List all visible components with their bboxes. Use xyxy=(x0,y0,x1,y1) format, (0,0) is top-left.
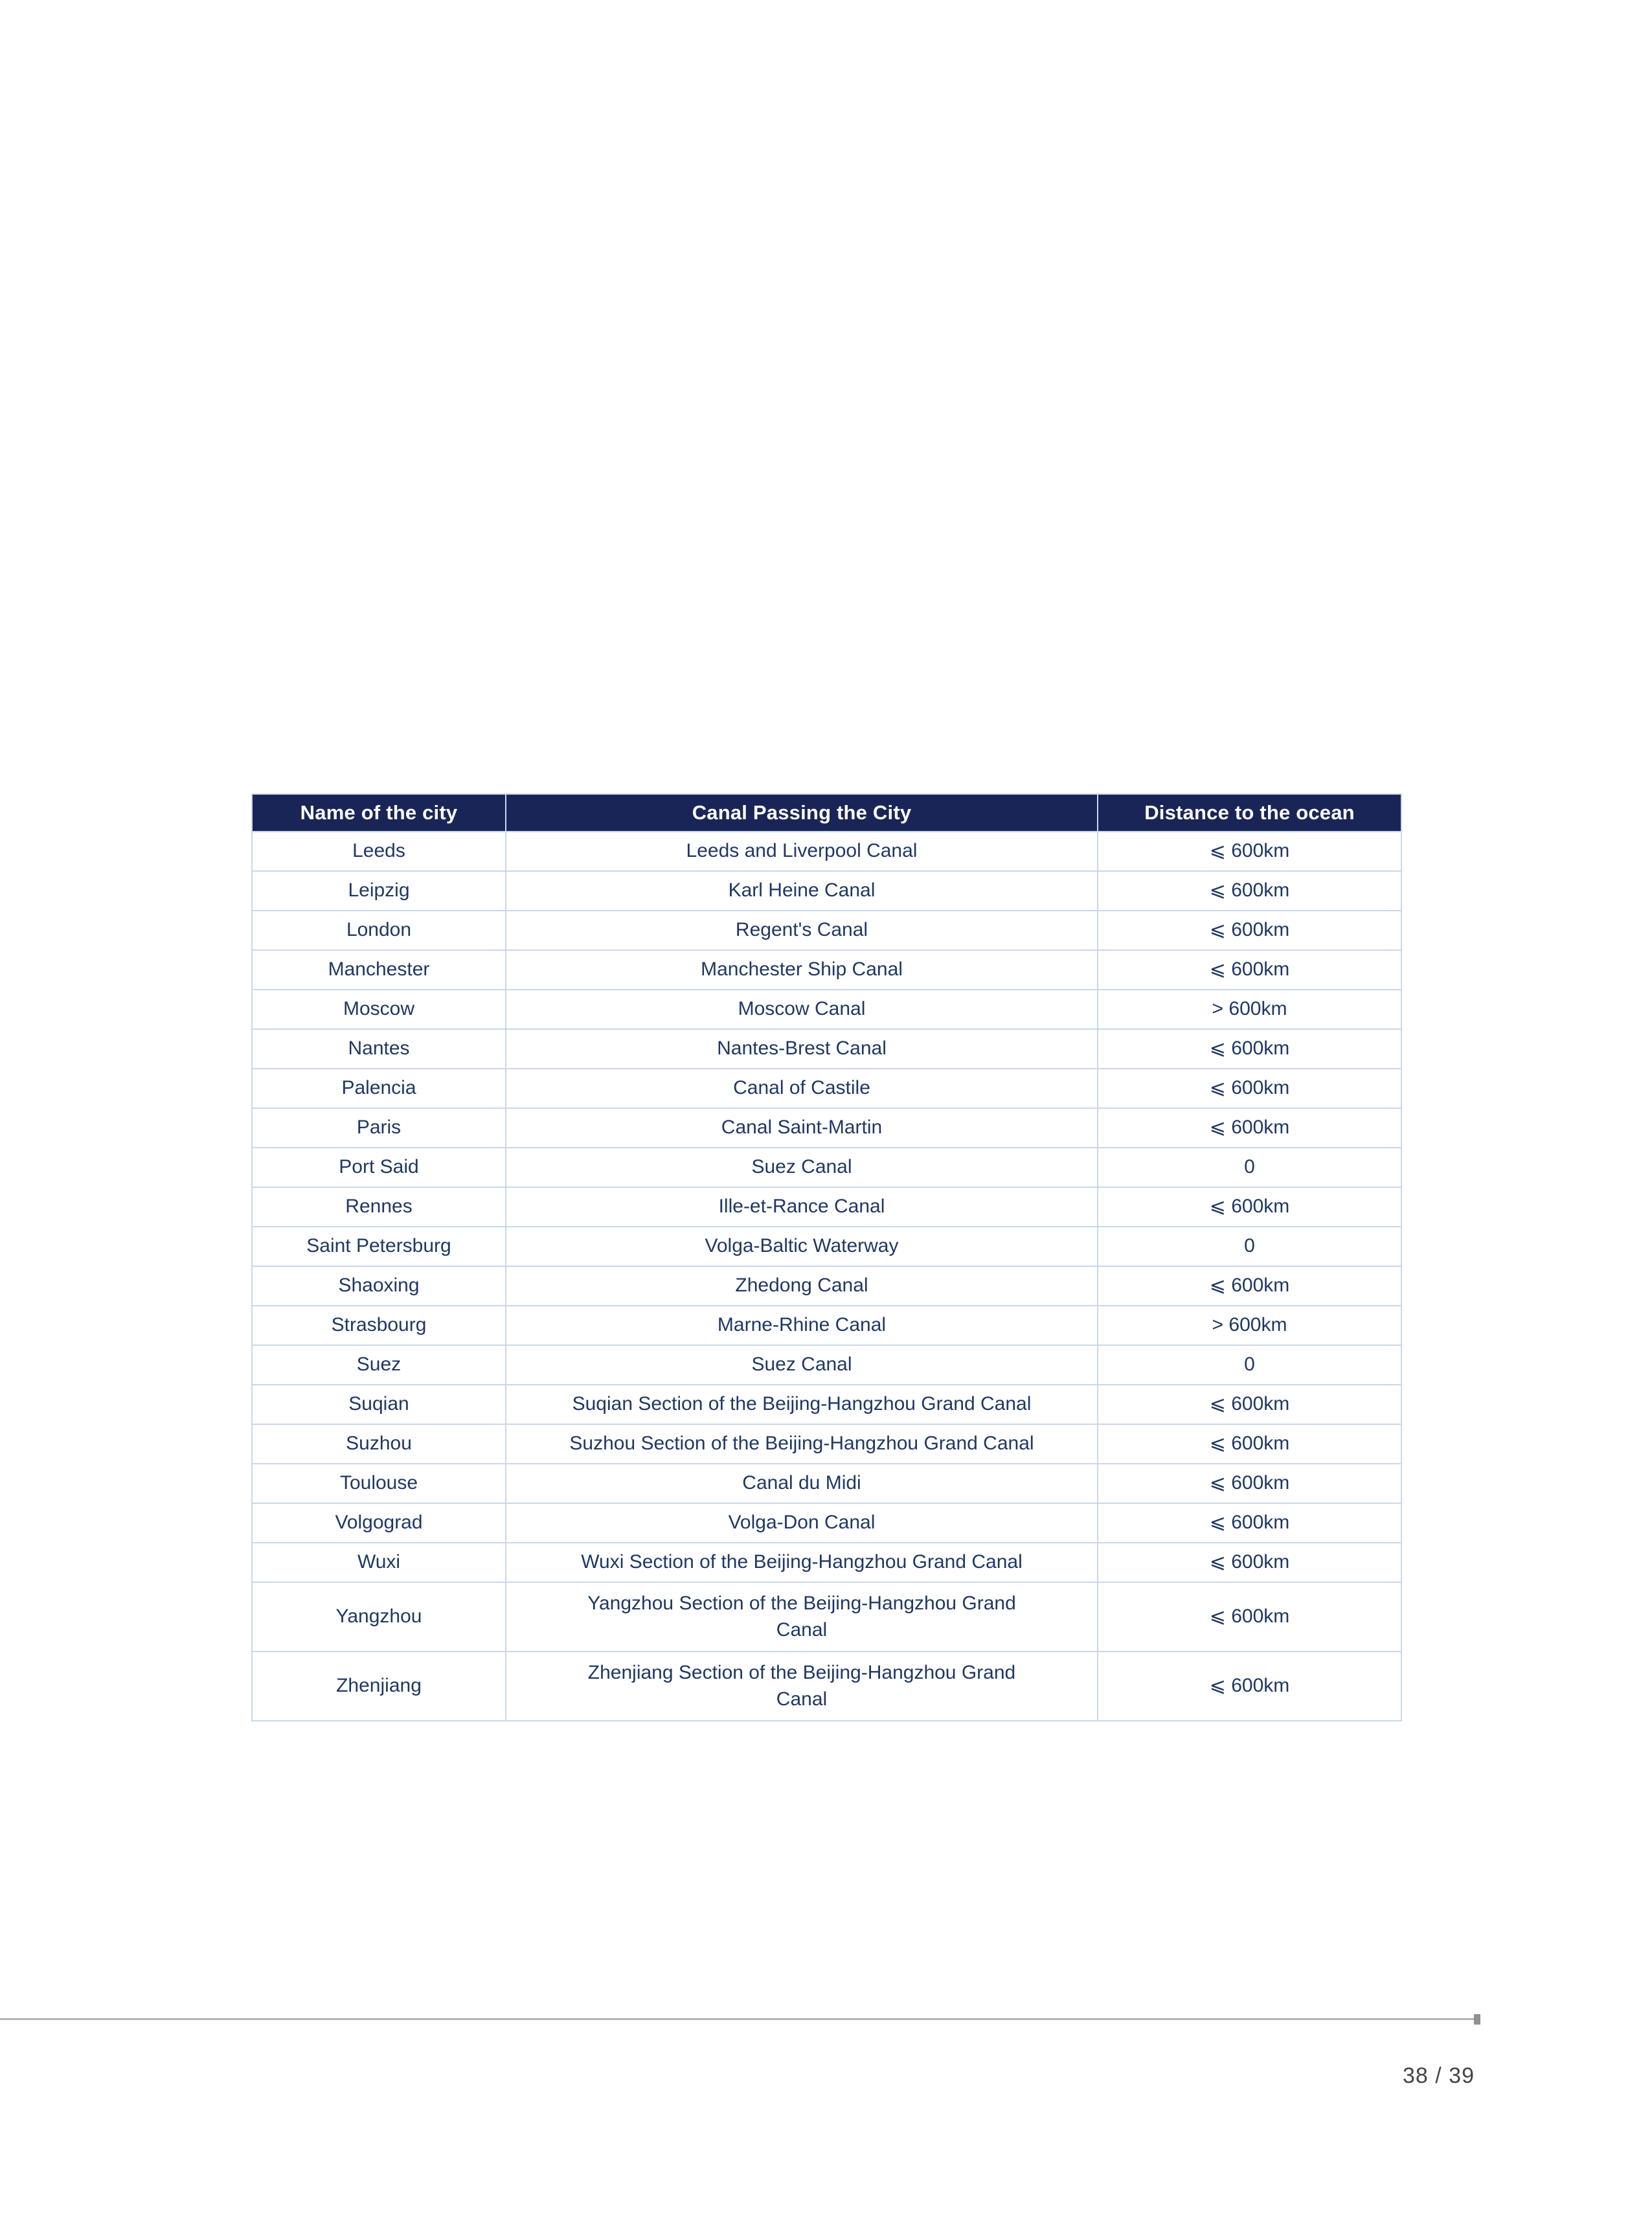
city-cell-text: Toulouse xyxy=(339,1472,418,1494)
distance-cell-text: ⩽ 600km xyxy=(1209,1433,1290,1455)
canal-cell-text: Marne-Rhine Canal xyxy=(717,1314,887,1336)
city-cell xyxy=(252,1148,506,1187)
table-row xyxy=(252,1424,1401,1464)
distance-cell xyxy=(1098,871,1401,911)
table-header xyxy=(252,794,1401,832)
distance-cell xyxy=(1098,1069,1401,1108)
city-cell xyxy=(252,1503,506,1543)
distance-cell xyxy=(1098,1108,1401,1148)
distance-cell-text: ⩽ 600km xyxy=(1209,1038,1290,1060)
canal-cell xyxy=(506,1266,1098,1306)
distance-cell xyxy=(1098,911,1401,950)
city-cell-text: Moscow xyxy=(343,998,415,1020)
canal-cell-text: Canal du Midi xyxy=(742,1472,861,1494)
table-row xyxy=(252,1582,1401,1652)
city-cell-text: Paris xyxy=(356,1117,402,1139)
distance-cell xyxy=(1098,1503,1401,1543)
table-row xyxy=(252,832,1401,871)
table-row xyxy=(252,1108,1401,1148)
canal-cell xyxy=(506,1385,1098,1424)
distance-cell-text: ⩽ 600km xyxy=(1209,1606,1290,1628)
distance-cell-text: > 600km xyxy=(1212,1314,1287,1336)
city-cell xyxy=(252,871,506,911)
header-distance-label: Distance to the ocean xyxy=(1144,801,1355,824)
canal-cell xyxy=(506,1187,1098,1227)
table-row xyxy=(252,1464,1401,1503)
city-cell-text: Volgograd xyxy=(335,1512,423,1534)
distance-cell-text: ⩽ 600km xyxy=(1209,1512,1290,1534)
canal-cell-text: Suez Canal xyxy=(751,1156,852,1178)
canal-cell-text: Manchester Ship Canal xyxy=(701,959,903,981)
city-cell-text: Shaoxing xyxy=(338,1275,420,1297)
canal-cell-text: Zhedong Canal xyxy=(735,1275,868,1297)
table-row xyxy=(252,1503,1401,1543)
canal-cell xyxy=(506,1345,1098,1385)
city-cell-text: Rennes xyxy=(345,1196,413,1218)
table-row xyxy=(252,950,1401,990)
city-cell-text: London xyxy=(346,919,412,941)
city-cell xyxy=(252,1543,506,1582)
table-row xyxy=(252,1227,1401,1266)
city-cell xyxy=(252,950,506,990)
distance-cell xyxy=(1098,1464,1401,1503)
city-cell-text: Zhenjiang xyxy=(336,1675,422,1697)
canal-cell xyxy=(506,871,1098,911)
footer-divider-line xyxy=(0,2018,1480,2020)
distance-cell-text: ⩽ 600km xyxy=(1209,959,1290,981)
canal-cell-text: Canal of Castile xyxy=(733,1077,870,1099)
distance-cell xyxy=(1098,1187,1401,1227)
canal-cell-text: Nantes-Brest Canal xyxy=(717,1038,887,1060)
city-cell-text: Suzhou xyxy=(346,1433,412,1455)
canal-cell xyxy=(506,832,1098,871)
table-row xyxy=(252,990,1401,1029)
city-cell xyxy=(252,1652,506,1721)
city-cell-text: Palencia xyxy=(341,1077,416,1099)
distance-cell xyxy=(1098,1345,1401,1385)
canal-cell-text: Wuxi Section of the Beijing-Hangzhou Grand Canal xyxy=(581,1551,1023,1573)
city-cell-text: Wuxi xyxy=(357,1551,401,1573)
distance-cell xyxy=(1098,990,1401,1029)
table-row xyxy=(252,1652,1401,1721)
canal-cell-text: Moscow Canal xyxy=(738,998,866,1020)
table-body xyxy=(252,832,1401,1721)
distance-cell-text: ⩽ 600km xyxy=(1209,1675,1290,1697)
canal-cell-text: Suez Canal xyxy=(751,1354,852,1376)
distance-cell-text: ⩽ 600km xyxy=(1209,1117,1290,1139)
canal-cell-text: Canal Saint-Martin xyxy=(721,1117,883,1139)
distance-cell-text: ⩽ 600km xyxy=(1209,1077,1290,1099)
city-cell-text: Manchester xyxy=(328,959,430,981)
table-row xyxy=(252,1385,1401,1424)
city-cell-text: Leeds xyxy=(352,840,405,862)
header-cell-city xyxy=(252,794,506,832)
distance-cell xyxy=(1098,950,1401,990)
canal-cell xyxy=(506,990,1098,1029)
city-cell xyxy=(252,832,506,871)
canal-city-table xyxy=(251,793,1402,1721)
footer-divider-tick xyxy=(1474,2014,1480,2025)
city-cell xyxy=(252,1227,506,1266)
canal-cell xyxy=(506,1582,1098,1652)
canal-cell xyxy=(506,1227,1098,1266)
distance-cell xyxy=(1098,1029,1401,1069)
table-row xyxy=(252,1266,1401,1306)
city-cell-text: Strasbourg xyxy=(331,1314,427,1336)
canal-cell-text: Ille-et-Rance Canal xyxy=(718,1196,885,1218)
canal-cell xyxy=(506,1029,1098,1069)
header-canal-label: Canal Passing the City xyxy=(692,801,912,824)
distance-cell-text: 0 xyxy=(1244,1235,1255,1257)
canal-cell xyxy=(506,911,1098,950)
header-cell-distance xyxy=(1098,794,1401,832)
distance-cell xyxy=(1098,832,1401,871)
city-cell xyxy=(252,1385,506,1424)
distance-cell-text: 0 xyxy=(1244,1156,1255,1178)
city-cell-text: Leipzig xyxy=(348,880,410,902)
distance-cell-text: ⩽ 600km xyxy=(1209,1196,1290,1218)
canal-cell-text: Volga-Baltic Waterway xyxy=(705,1235,899,1257)
canal-cell xyxy=(506,1652,1098,1721)
distance-cell xyxy=(1098,1652,1401,1721)
city-cell xyxy=(252,1069,506,1108)
distance-cell-text: 0 xyxy=(1244,1354,1255,1376)
distance-cell xyxy=(1098,1227,1401,1266)
canal-cell-text: Suqian Section of the Beijing-Hangzhou Grand Canal xyxy=(572,1393,1032,1415)
distance-cell xyxy=(1098,1582,1401,1652)
table-row xyxy=(252,1543,1401,1582)
canal-cell-text: Zhenjiang Section of the Beijing-Hangzhou Grand Canal xyxy=(587,1662,1016,1710)
distance-cell xyxy=(1098,1148,1401,1187)
city-cell xyxy=(252,1424,506,1464)
canal-cell xyxy=(506,1543,1098,1582)
canal-cell xyxy=(506,1108,1098,1148)
canal-cell-text: Yangzhou Section of the Beijing-Hangzhou Grand Canal xyxy=(587,1593,1016,1641)
distance-cell xyxy=(1098,1543,1401,1582)
city-cell-text: Suqian xyxy=(348,1393,409,1415)
city-cell xyxy=(252,1464,506,1503)
canal-cell xyxy=(506,1503,1098,1543)
city-cell xyxy=(252,1266,506,1306)
table-row xyxy=(252,911,1401,950)
city-cell xyxy=(252,990,506,1029)
distance-cell xyxy=(1098,1385,1401,1424)
distance-cell-text: > 600km xyxy=(1212,998,1287,1020)
city-cell-text: Port Said xyxy=(339,1156,419,1178)
table-row xyxy=(252,1029,1401,1069)
distance-cell xyxy=(1098,1266,1401,1306)
table-row xyxy=(252,1148,1401,1187)
distance-cell-text: ⩽ 600km xyxy=(1209,840,1290,862)
canal-cell xyxy=(506,950,1098,990)
canal-cell xyxy=(506,1424,1098,1464)
distance-cell-text: ⩽ 600km xyxy=(1209,1551,1290,1573)
city-cell-text: Saint Petersburg xyxy=(306,1235,451,1257)
distance-cell xyxy=(1098,1306,1401,1345)
distance-cell-text: ⩽ 600km xyxy=(1209,1275,1290,1297)
header-city-label: Name of the city xyxy=(300,801,458,824)
canal-cell-text: Regent's Canal xyxy=(735,919,868,941)
table-row xyxy=(252,1345,1401,1385)
table-row xyxy=(252,1187,1401,1227)
table-row xyxy=(252,1306,1401,1345)
city-cell xyxy=(252,1108,506,1148)
distance-cell-text: ⩽ 600km xyxy=(1209,1393,1290,1415)
distance-cell xyxy=(1098,1424,1401,1464)
distance-cell-text: ⩽ 600km xyxy=(1209,1472,1290,1494)
canal-cell-text: Volga-Don Canal xyxy=(728,1512,876,1534)
canal-cell-text: Suzhou Section of the Beijing-Hangzhou Grand Canal xyxy=(569,1433,1034,1455)
canal-cell xyxy=(506,1069,1098,1108)
city-cell xyxy=(252,1187,506,1227)
city-cell-text: Nantes xyxy=(348,1038,410,1060)
canal-cell xyxy=(506,1148,1098,1187)
header-cell-canal xyxy=(506,794,1098,832)
city-cell xyxy=(252,911,506,950)
city-cell xyxy=(252,1306,506,1345)
distance-cell-text: ⩽ 600km xyxy=(1209,880,1290,902)
canal-cell-text: Leeds and Liverpool Canal xyxy=(686,840,918,862)
city-cell-text: Yangzhou xyxy=(335,1606,422,1628)
canal-cell-text: Karl Heine Canal xyxy=(728,880,876,902)
city-cell xyxy=(252,1582,506,1652)
city-cell xyxy=(252,1345,506,1385)
canal-cell xyxy=(506,1464,1098,1503)
table-row xyxy=(252,871,1401,911)
city-cell xyxy=(252,1029,506,1069)
table-row xyxy=(252,1069,1401,1108)
canal-cell xyxy=(506,1306,1098,1345)
city-cell-text: Suez xyxy=(356,1354,402,1376)
header-row xyxy=(252,794,1401,832)
distance-cell-text: ⩽ 600km xyxy=(1209,919,1290,941)
page-number: 38 / 39 xyxy=(1403,2063,1475,2088)
